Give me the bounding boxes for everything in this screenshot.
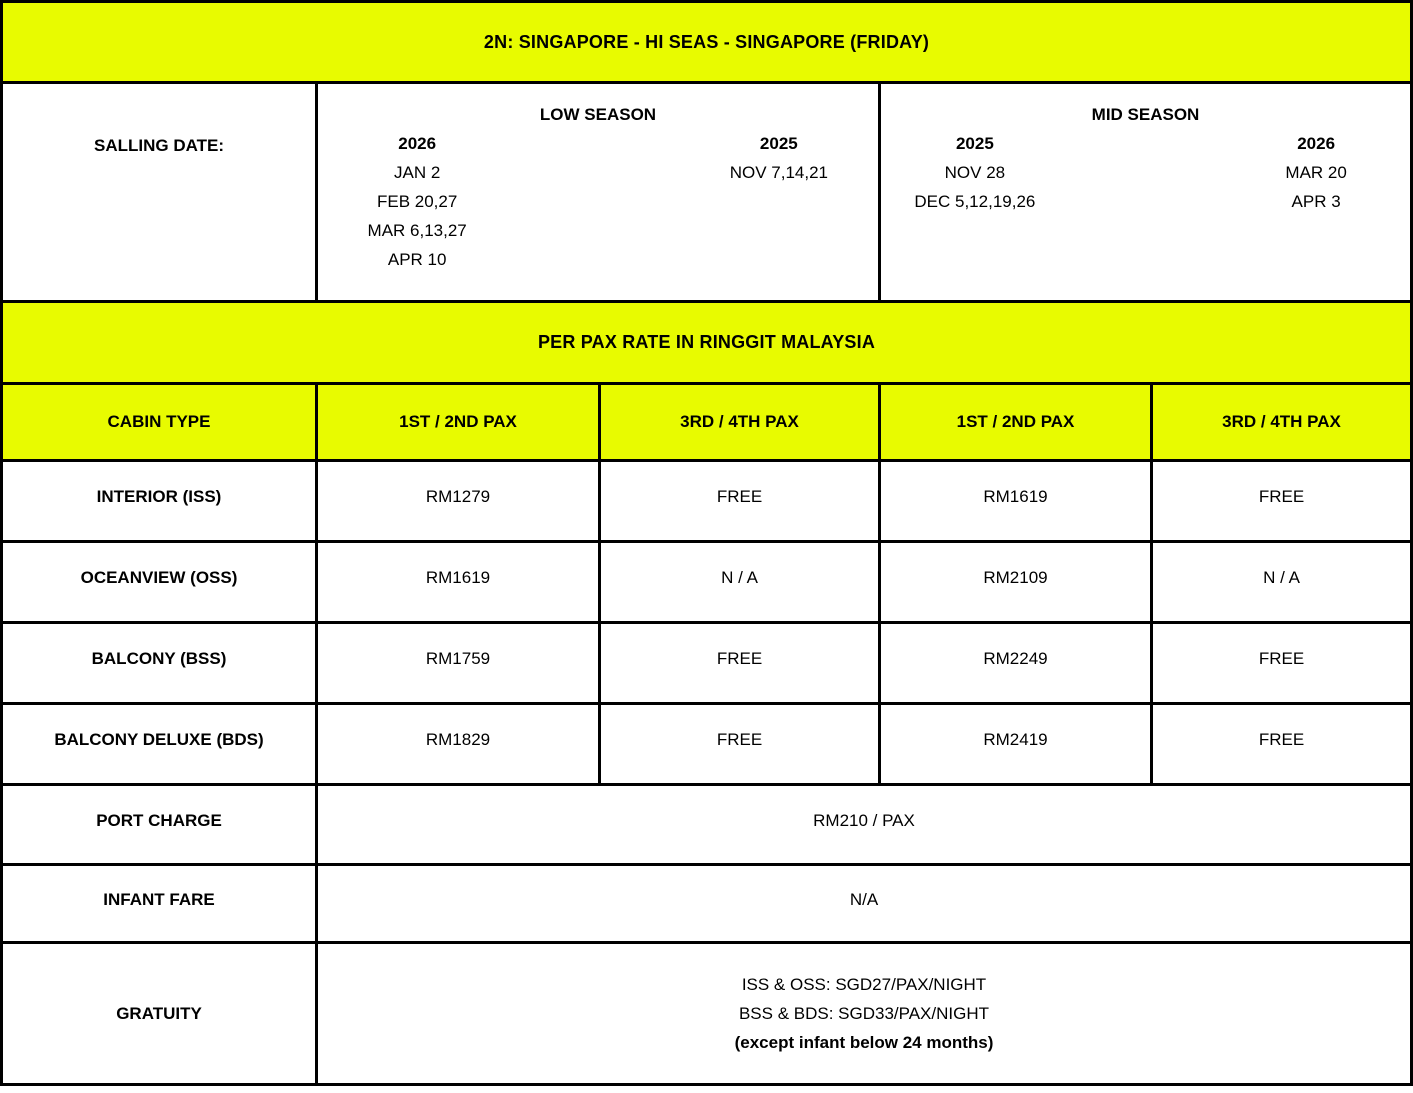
table-row-balcony-deluxe — [3, 705, 1410, 783]
sailing-date: APR 10 — [387, 250, 447, 269]
cabin-label: BALCONY (BSS) — [3, 624, 315, 702]
low-season-year-2025 — [686, 129, 872, 274]
mid-season-title: MID SEASON — [1091, 105, 1200, 124]
header-low-3rd4th: 3RD / 4TH PAX — [601, 385, 878, 459]
sailing-date: DEC 5,12,19,26 — [914, 192, 1036, 211]
table-row-gratuity — [3, 944, 1410, 1083]
sailing-date: NOV 7,14,21 — [729, 163, 828, 182]
rate-value: RM2109 — [881, 543, 1150, 621]
rate-value: RM1619 — [881, 462, 1150, 540]
rate-value: FREE — [1153, 462, 1410, 540]
sailing-date: MAR 6,13,27 — [367, 221, 467, 240]
rate-value: FREE — [1153, 624, 1410, 702]
rate-value: RM1619 — [318, 543, 598, 621]
rate-value: FREE — [601, 462, 878, 540]
rate-value: FREE — [1153, 705, 1410, 783]
rate-banner-row — [3, 303, 1410, 382]
header-cabin-type: CABIN TYPE — [3, 385, 315, 459]
low-season-cell — [318, 84, 878, 300]
page-title: 2N: SINGAPORE - HI SEAS - SINGAPORE (FRIDAY) — [3, 3, 1410, 81]
year-label: 2025 — [955, 134, 994, 153]
year-label: 2025 — [759, 134, 798, 153]
gratuity-value — [318, 944, 1410, 1083]
infant-fare-label: INFANT FARE — [3, 866, 315, 941]
header-low-1st2nd: 1ST / 2ND PAX — [318, 385, 598, 459]
mid-season-columns — [881, 129, 1410, 216]
sailing-date: APR 3 — [1291, 192, 1341, 211]
sailing-date: MAR 20 — [1285, 163, 1347, 182]
low-season-columns — [318, 129, 878, 274]
low-season-year-2026 — [324, 129, 510, 274]
sailing-date-label: SALLING DATE: — [3, 84, 315, 300]
port-charge-label: PORT CHARGE — [3, 786, 315, 863]
cabin-label: INTERIOR (ISS) — [3, 462, 315, 540]
rate-value: RM2249 — [881, 624, 1150, 702]
port-charge-value: RM210 / PAX — [318, 786, 1410, 863]
rate-value: RM1279 — [318, 462, 598, 540]
mid-season-year-2026 — [1228, 129, 1404, 216]
table-row-interior — [3, 462, 1410, 540]
rate-value: FREE — [601, 705, 878, 783]
table-row-port-charge — [3, 786, 1410, 863]
title-banner-row — [3, 3, 1410, 81]
gratuity-label: GRATUITY — [3, 944, 315, 1083]
cabin-label: BALCONY DELUXE (BDS) — [3, 705, 315, 783]
gratuity-line: BSS & BDS: SGD33/PAX/NIGHT — [738, 1004, 990, 1023]
rate-value: RM1759 — [318, 624, 598, 702]
sailing-date: JAN 2 — [394, 163, 441, 182]
rate-banner: PER PAX RATE IN RINGGIT MALAYSIA — [3, 303, 1410, 382]
header-mid-1st2nd: 1ST / 2ND PAX — [881, 385, 1150, 459]
rate-value: RM1829 — [318, 705, 598, 783]
rate-value: FREE — [601, 624, 878, 702]
mid-season-cell — [881, 84, 1410, 300]
rate-value: N / A — [601, 543, 878, 621]
low-season-title: LOW SEASON — [539, 105, 657, 124]
table-row-balcony — [3, 624, 1410, 702]
rate-value: RM2419 — [881, 705, 1150, 783]
table-row-infant-fare — [3, 866, 1410, 941]
sailing-date: FEB 20,27 — [376, 192, 458, 211]
rate-header-row — [3, 385, 1410, 459]
infant-fare-value: N/A — [318, 866, 1410, 941]
gratuity-line: ISS & OSS: SGD27/PAX/NIGHT — [741, 975, 987, 994]
year-label: 2026 — [398, 134, 437, 153]
gratuity-note: (except infant below 24 months) — [734, 1033, 994, 1052]
year-label: 2026 — [1297, 134, 1336, 153]
sailing-date: NOV 28 — [944, 163, 1006, 182]
sailing-dates-row — [3, 84, 1410, 300]
rate-value: N / A — [1153, 543, 1410, 621]
cabin-label: OCEANVIEW (OSS) — [3, 543, 315, 621]
header-mid-3rd4th: 3RD / 4TH PAX — [1153, 385, 1410, 459]
table-row-oceanview — [3, 543, 1410, 621]
mid-season-year-2025 — [887, 129, 1063, 216]
